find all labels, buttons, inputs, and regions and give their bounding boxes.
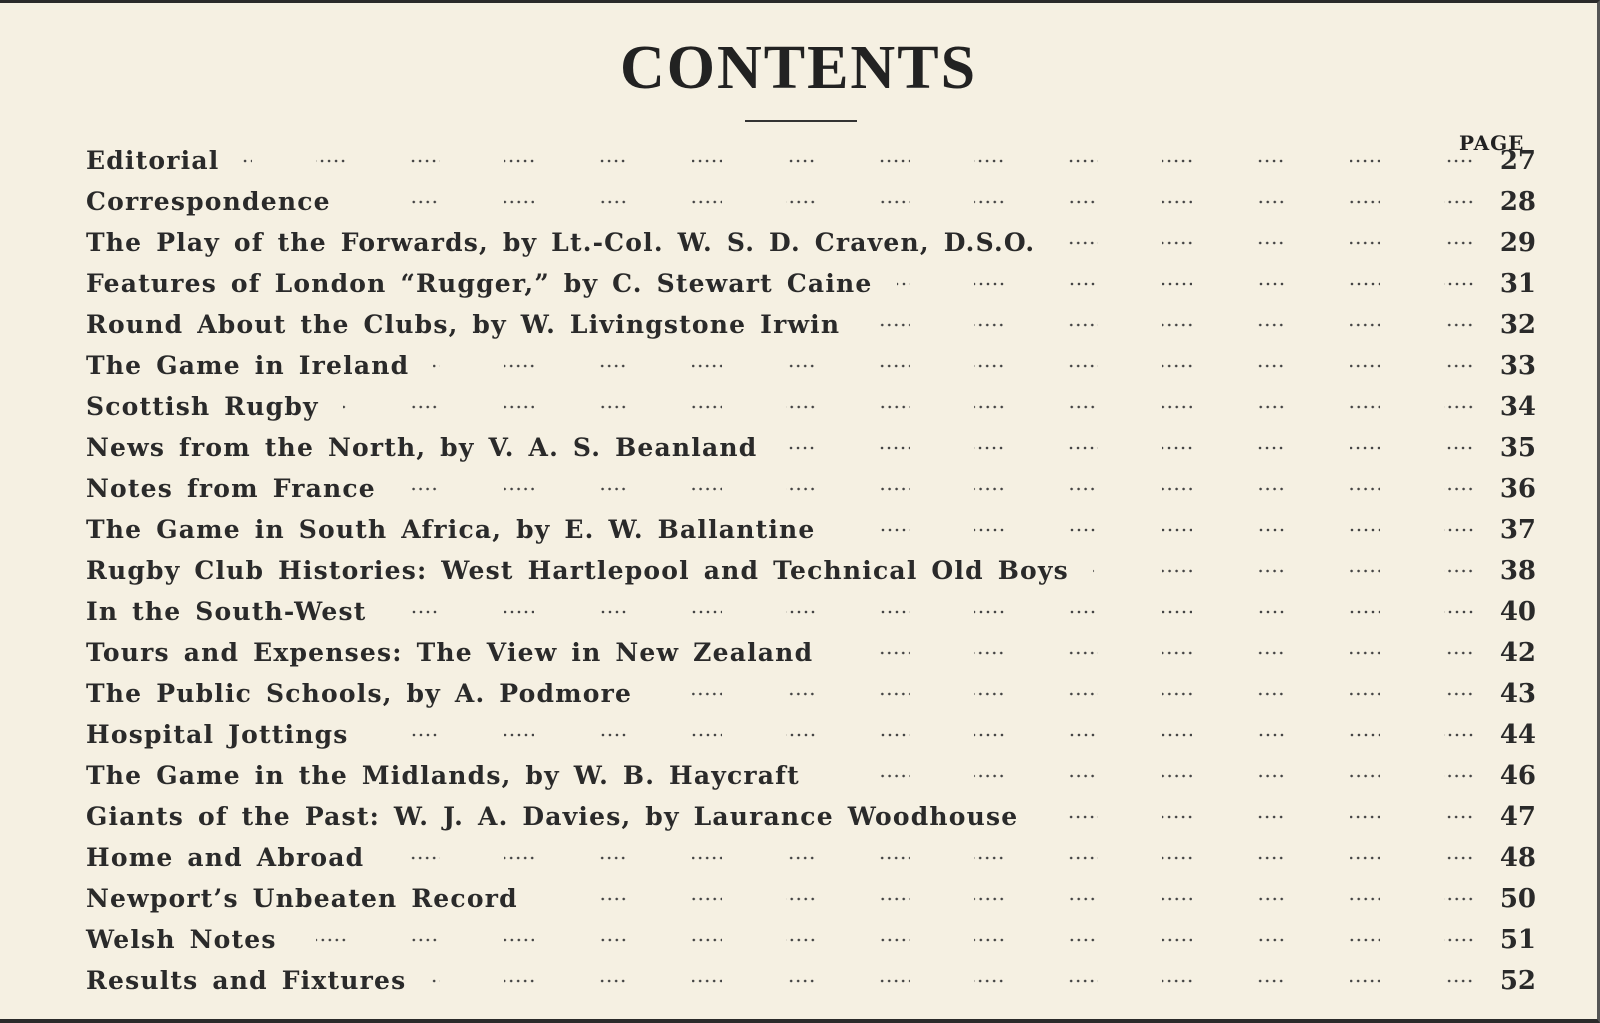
entry-page-number: 27: [1499, 146, 1536, 176]
dot-leader: [355, 197, 1474, 207]
contents-entry: [86, 304, 1536, 345]
dot-leader: [388, 853, 1474, 863]
entry-page-number: 46: [1499, 761, 1536, 791]
entry-page-number: 38: [1499, 556, 1536, 586]
dot-leader: [243, 156, 1474, 166]
entry-title: Welsh Notes: [86, 925, 277, 954]
entry-title: Home and Abroad: [86, 843, 365, 872]
entry-page-number: 37: [1499, 515, 1536, 545]
entry-title: The Game in South Africa, by E. W. Ballantine: [86, 515, 816, 544]
dot-leader: [542, 894, 1474, 904]
dot-leader: [656, 689, 1474, 699]
contents-entry: [86, 837, 1536, 878]
entry-page-number: 52: [1499, 966, 1536, 996]
entry-title: Features of London “Rugger,” by C. Stewart Caine: [86, 269, 873, 298]
entry-title: The Public Schools, by A. Podmore: [86, 679, 633, 708]
entry-title: Notes from France: [86, 474, 376, 503]
entry-page-number: 51: [1499, 925, 1536, 955]
page-column-header: PAGE: [1459, 131, 1525, 155]
contents-entry: [86, 591, 1536, 632]
contents-entry: [86, 140, 1536, 181]
dot-leader: [400, 484, 1474, 494]
entry-page-number: 42: [1499, 638, 1536, 668]
contents-entry: [86, 919, 1536, 960]
entry-title: Results and Fixtures: [86, 966, 407, 995]
entry-page-number: 40: [1499, 597, 1536, 627]
entry-page-number: 28: [1499, 187, 1536, 217]
dot-leader: [781, 443, 1474, 453]
contents-entry: [86, 181, 1536, 222]
entry-page-number: 29: [1499, 228, 1536, 258]
entry-page-number: 43: [1499, 679, 1536, 709]
dot-leader: [1042, 812, 1474, 822]
entry-title: Correspondence: [86, 187, 331, 216]
contents-entry: [86, 878, 1536, 919]
entry-page-number: 36: [1499, 474, 1536, 504]
contents-entry: [86, 386, 1536, 427]
contents-entry: [86, 796, 1536, 837]
entry-page-number: 34: [1499, 392, 1536, 422]
dot-leader: [373, 730, 1474, 740]
entry-page-number: 32: [1499, 310, 1536, 340]
entry-title: Hospital Jottings: [86, 720, 349, 749]
entry-title: In the South-West: [86, 597, 367, 626]
contents-entry: [86, 222, 1536, 263]
contents-entry: [86, 550, 1536, 591]
entry-title: News from the North, by V. A. S. Beanland: [86, 433, 758, 462]
entry-title: Newport’s Unbeaten Record: [86, 884, 518, 913]
entry-title: Editorial: [86, 146, 220, 175]
entry-page-number: 50: [1499, 884, 1536, 914]
page-title: CONTENTS: [619, 34, 978, 102]
entry-title: Giants of the Past: W. J. A. Davies, by Laurance Woodhouse: [86, 802, 1019, 831]
dot-leader: [1059, 238, 1474, 248]
contents-entry: [86, 714, 1536, 755]
contents-entry: [86, 755, 1536, 796]
dot-leader: [343, 402, 1474, 412]
entry-page-number: 31: [1499, 269, 1536, 299]
title-underline: [745, 120, 857, 122]
entry-page-number: 35: [1499, 433, 1536, 463]
dot-leader: [840, 525, 1474, 535]
entry-title: Rugby Club Histories: West Hartlepool and Technical Old Boys: [86, 556, 1069, 585]
contents-entry: [86, 427, 1536, 468]
entry-title: Scottish Rugby: [86, 392, 319, 421]
contents-entry: [86, 263, 1536, 304]
dot-leader: [824, 771, 1474, 781]
dot-leader: [433, 361, 1474, 371]
contents-entry: [86, 509, 1536, 550]
dot-leader: [430, 976, 1474, 986]
contents-entry: [86, 960, 1536, 1001]
contents-entry: [86, 632, 1536, 673]
contents-entry: [86, 673, 1536, 714]
entry-page-number: 48: [1499, 843, 1536, 873]
entry-page-number: 44: [1499, 720, 1536, 750]
dot-leader: [837, 648, 1474, 658]
entry-title: Tours and Expenses: The View in New Zealand: [86, 638, 814, 667]
entry-title: The Play of the Forwards, by Lt.-Col. W. S. D. Craven, D.S.O.: [86, 228, 1036, 257]
entry-title: The Game in Ireland: [86, 351, 410, 380]
contents-entry: [86, 468, 1536, 509]
entry-page-number: 33: [1499, 351, 1536, 381]
entry-title: The Game in the Midlands, by W. B. Haycraft: [86, 761, 800, 790]
dot-leader: [391, 607, 1474, 617]
entry-page-number: 47: [1499, 802, 1536, 832]
dot-leader: [897, 279, 1474, 289]
dot-leader: [864, 320, 1474, 330]
entry-title: Round About the Clubs, by W. Livingstone Irwin: [86, 310, 841, 339]
contents-entry: [86, 345, 1536, 386]
contents-list: [86, 140, 1536, 1001]
dot-leader: [1093, 566, 1474, 576]
dot-leader: [301, 935, 1474, 945]
